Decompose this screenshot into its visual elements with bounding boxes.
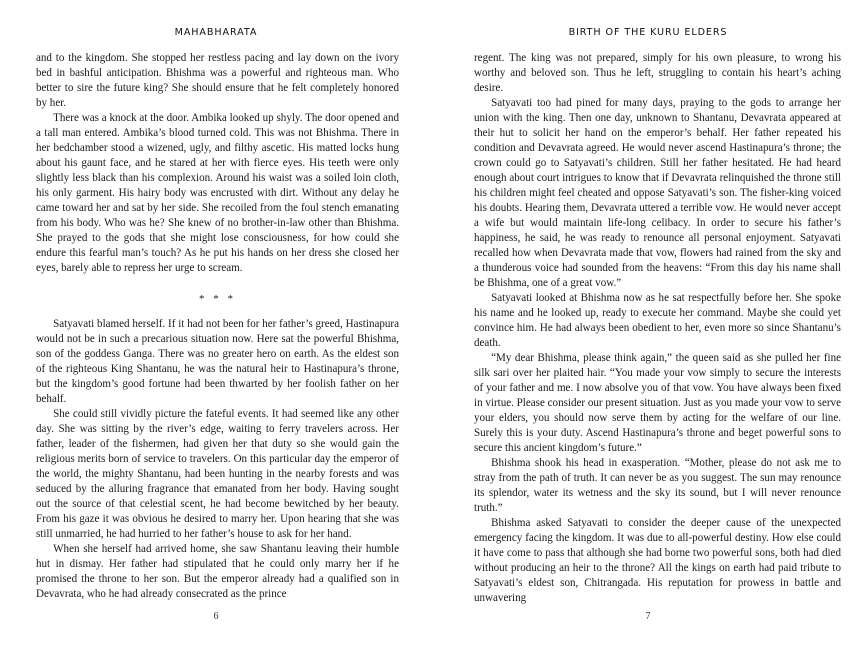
- right-page: [432, 0, 864, 648]
- paragraph: There was a knock at the door. Ambika looked up shyly. The door opened and a tall man entered. Ambika’s blood turned cold. This was not Bhishma. There in her bedchamber stood a wizened, ugly, and filthy ascetic. His matted locks hung about his gaunt face, and he stared at her with fierce eyes. His teeth were only slightly less black than his complexion. Around his waist was a soiled loin cloth, his only garment. His hairy body was encrusted with dirt. Without any delay he came toward her and sat by her side. She recoiled from the foul stench emanating from his body. Who was he? She knew of no brother-in-law other than Bhishma. She prayed to the gods that she might lose consciousness, for how could she endure this fearful man’s touch? As he put his hands on her dress she closed her eyes, barely able to repress her urge to scream.: [36, 112, 399, 274]
- paragraph: Satyavati blamed herself. If it had not been for her father’s greed, Hastinapura would not be in such a precarious situation now. Here sat the powerful Bhishma, son of the goddess Ganga. There was no greater hero on earth. As the eldest son of the righteous King Shantanu, he was the natural heir to Hastinapura’s throne, but the kingdom’s good fortune had been thwarted by her foolish father on her behalf.: [36, 318, 399, 405]
- page-number-left: 6: [213, 611, 219, 622]
- paragraph: Bhishma shook his head in exasperation. “Mother, please do not ask me to stray from the path of truth. It can never be as you suggest. The sun may renounce its splendor, water its wetness and the sky its sound, but I will never renounce truth.”: [474, 457, 841, 514]
- paragraph: “My dear Bhishma, please think again,” the queen said as she pulled her fine silk sari over her plaited hair. “You made your vow simply to secure the interests of your father and me. I now absolve you of that vow. You have always been fixed in virtue. Please consider our present situation. Just as you made your vow to serve your elders, you should now serve them by acting for the welfare of our line. Surely this is your duty. Ascend Hastinapura’s throne and beget powerful sons to secure this ancient kingdom’s future.”: [474, 352, 841, 454]
- page-number-right: 7: [645, 611, 651, 622]
- paragraph: and to the kingdom. She stopped her restless pacing and lay down on the ivory bed in bashful anticipation. Bhishma was a powerful and righteous man. Who better to sire the future king? She should ensure that he felt completely honored by her.: [36, 52, 399, 109]
- running-head-right: BIRTH OF THE KURU ELDERS: [568, 27, 728, 38]
- paragraph: Satyavati too had pined for many days, praying to the gods to arrange her union with the king. Then one day, unknown to Shantanu, Devavrata appeared at their hut to solicit her hand on the emperor’s behalf. Her father repeated his condition and Devavrata agreed. He would never ascend Hastinapura’s throne; the crown could go to Satyavati’s children. Still her father hesitated. He had heard enough about court intrigues to know that if Devavrata relinquished the throne still his children might feel cheated and oppose Satyavati’s son. The fisher-king voiced his doubts. Hearing them, Devavrata uttered a terrible vow. He would never accept a wife but would maintain life-long celibacy. In order to secure his father’s happiness, he said, he was ready to renounce all personal enjoyment. Satyavati recalled how when Devavrata made that vow, flowers had rained from the sky and a thunderous voice had sounded from the heavens: “From this day his name shall be Bhishma, one of a great vow.”: [474, 97, 841, 289]
- section-separator: * * *: [199, 293, 236, 305]
- right-page-body: [474, 51, 841, 606]
- running-head-left: MAHABHARATA: [174, 27, 258, 38]
- paragraph: When she herself had arrived home, she saw Shantanu leaving their humble hut in dismay. Her father had stipulated that he could only marry her if he promised the throne to her son. But the emperor already had a qualified son in Devavrata, who he had already consecrated as the prince: [36, 543, 399, 600]
- paragraph: regent. The king was not prepared, simply for his own pleasure, to wrong his worthy and beloved son. Thus he left, struggling to contain his heart’s aching desire.: [474, 52, 841, 94]
- paragraph: Satyavati looked at Bhishma now as he sat respectfully before her. She spoke his name and he looked up, ready to execute her command. Maybe she could yet convince him. He had always been obedient to her, even more so since Shantanu’s death.: [474, 292, 841, 349]
- paragraph: She could still vividly picture the fateful events. It had seemed like any other day. She was sitting by the river’s edge, waiting to ferry travelers across. Her father, leader of the fishermen, had given her that duty so she would gain the religious merits born of service to travelers. On this particular day the emperor of the world, the mighty Shantanu, had been hunting in the nearby forests and was seduced by the alluring fragrance that emanated from her body. Having sought out the source of that celestial scent, he had become bewitched by her beauty. From his gaze it was obvious he desired to marry her. Upon hearing that she was still unmarried, he had hurried to her father’s house to ask for her hand.: [36, 408, 399, 540]
- paragraph: Bhishma asked Satyavati to consider the deeper cause of the unexpected emergency facing the kingdom. It was due to all-powerful destiny. How else could it have come to pass that although she had borne two powerful sons, both had died without producing an heir to the throne? All the kings on earth had paid tribute to Satyavati’s eldest son, Chitrangada. His reputation for prowess in battle and unwavering: [474, 517, 841, 604]
- left-page-body: [36, 51, 399, 602]
